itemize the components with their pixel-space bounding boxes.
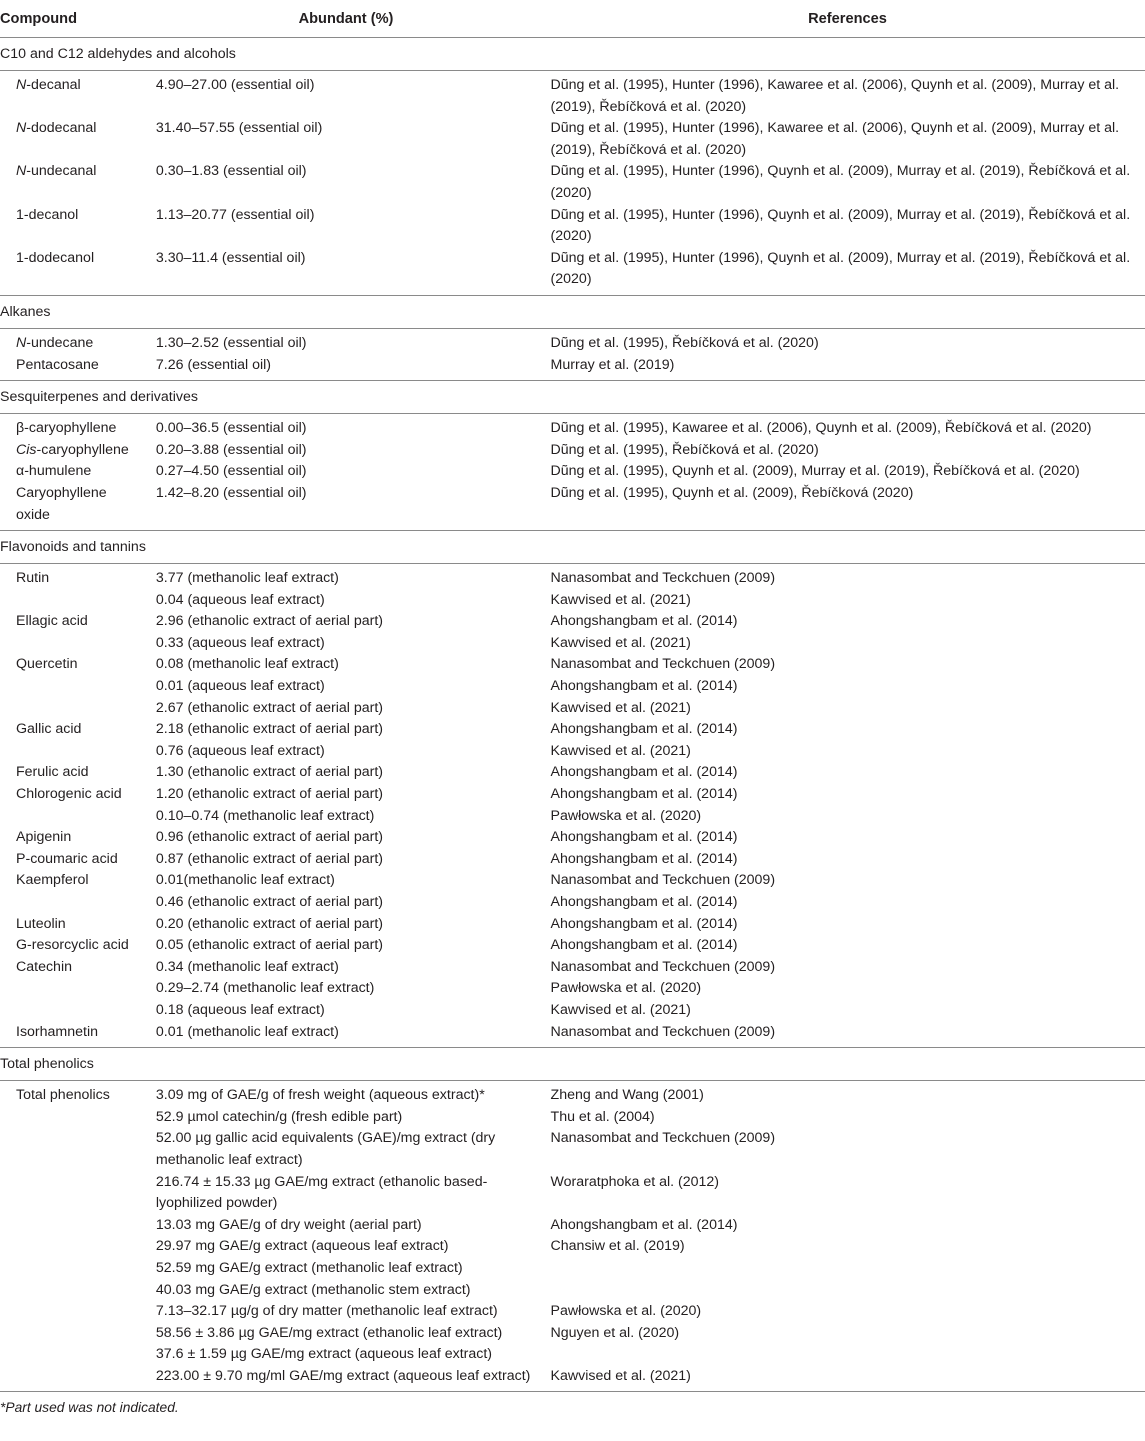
abundant-cell: 0.05 (ethanolic extract of aerial part) xyxy=(155,937,384,954)
section-body xyxy=(0,329,1145,380)
table-row xyxy=(0,205,1145,248)
compound-cell xyxy=(0,590,142,612)
references-cell: Nanasombat and Teckchuen (2009) xyxy=(550,1023,776,1040)
table-row xyxy=(0,418,1145,440)
compound-cell xyxy=(0,1344,142,1366)
abundant-cell: 2.18 (ethanolic extract of aerial part) xyxy=(155,721,384,738)
table-row xyxy=(0,1085,1145,1107)
compound-cell xyxy=(0,719,142,741)
abundant-cell: 0.87 (ethanolic extract of aerial part) xyxy=(155,850,384,867)
compound-cell xyxy=(0,741,142,763)
compound-cell xyxy=(0,75,142,118)
compound-cell xyxy=(0,1000,142,1022)
compound-cell xyxy=(0,654,142,676)
abundant-cell: 0.20–3.88 (essential oil) xyxy=(155,441,307,458)
compound-cell xyxy=(0,1215,142,1237)
references-cell: Dũng et al. (1995), Řebíčková et al. (2020) xyxy=(550,441,819,458)
abundant-cell: 0.34 (methanolic leaf extract) xyxy=(155,958,339,975)
abundant-cell: 7.13–32.17 µg/g of dry matter (methanolic leaf extract) xyxy=(155,1303,498,1320)
references-cell: Ahongshangbam et al. (2014) xyxy=(550,937,738,954)
references-cell: Kawvised et al. (2021) xyxy=(550,634,691,651)
references-cell: Nanasombat and Teckchuen (2009) xyxy=(550,958,776,975)
table-row xyxy=(0,161,1145,204)
table-row xyxy=(0,849,1145,871)
table-row xyxy=(0,1323,1145,1345)
references-cell: Woraratphoka et al. (2012) xyxy=(550,1173,720,1190)
compound-cell xyxy=(0,806,142,828)
references-cell: Kawvised et al. (2021) xyxy=(550,742,691,759)
compound-name: Chlorogenic acid xyxy=(16,786,122,803)
table-row xyxy=(0,1366,1145,1388)
references-cell: Ahongshangbam et al. (2014) xyxy=(550,721,738,738)
references-cell: Ahongshangbam et al. (2014) xyxy=(550,764,738,781)
compound-name: -undecane xyxy=(26,334,94,351)
header-abundant: Abundant (%) xyxy=(298,10,394,27)
references-cell: Murray et al. (2019) xyxy=(550,356,675,373)
footnote: *Part used was not indicated. xyxy=(0,1400,179,1416)
compound-name: α-humulene xyxy=(16,463,92,480)
references-cell: Zheng and Wang (2001) xyxy=(550,1087,704,1104)
references-cell: Dũng et al. (1995), Řebíčková et al. (2020) xyxy=(550,334,819,351)
table-row xyxy=(0,957,1145,979)
compound-name: Catechin xyxy=(16,958,72,975)
compound-cell xyxy=(0,118,142,161)
compound-name: P-coumaric acid xyxy=(16,850,118,867)
abundant-cell: 1.42–8.20 (essential oil) xyxy=(155,484,307,501)
references-cell: Dũng et al. (1995), Quynh et al. (2009), Murray et al. (2019), Řebíčková et al. (2020) xyxy=(550,463,1080,480)
compound-cell xyxy=(0,483,142,526)
abundant-cell: 0.10–0.74 (methanolic leaf extract) xyxy=(155,807,375,824)
abundant-cell: 0.29–2.74 (methanolic leaf extract) xyxy=(155,980,375,997)
compound-prefix: N xyxy=(16,163,27,180)
section-title: C10 and C12 aldehydes and alcohols xyxy=(0,46,236,62)
abundant-cell: 2.67 (ethanolic extract of aerial part) xyxy=(155,699,384,716)
section-body xyxy=(0,1081,1145,1391)
abundant-cell: 1.30 (ethanolic extract of aerial part) xyxy=(155,764,384,781)
references-cell: Nanasombat and Teckchuen (2009) xyxy=(550,872,776,889)
table-row xyxy=(0,440,1145,462)
table-row xyxy=(0,806,1145,828)
compound-name: Quercetin xyxy=(16,656,78,673)
compound-cell xyxy=(0,1128,142,1171)
abundant-cell: 0.00–36.5 (essential oil) xyxy=(155,420,307,437)
references-cell: Ahongshangbam et al. (2014) xyxy=(550,829,738,846)
references-cell: Dũng et al. (1995), Quynh et al. (2009), Řebíčková (2020) xyxy=(550,484,914,501)
table-row xyxy=(0,1301,1145,1323)
compound-cell xyxy=(0,762,142,784)
section-title: Total phenolics xyxy=(0,1056,94,1073)
compound-cell xyxy=(0,205,142,248)
compound-cell xyxy=(0,568,142,590)
abundant-cell: 0.30–1.83 (essential oil) xyxy=(155,163,307,180)
compound-name: Gallic acid xyxy=(16,721,82,738)
compound-name: 1-dodecanol xyxy=(16,249,95,266)
table-row xyxy=(0,1128,1145,1171)
compound-name: 1-decanol xyxy=(16,206,79,223)
references-cell xyxy=(551,1344,1145,1366)
header-references: References xyxy=(808,10,887,27)
compound-name: β-caryophyllene xyxy=(16,420,117,437)
table-row xyxy=(0,784,1145,806)
abundant-cell: 40.03 mg GAE/g extract (methanolic stem extract) xyxy=(155,1281,471,1298)
references-cell: Nguyen et al. (2020) xyxy=(550,1324,680,1341)
table-row xyxy=(0,1236,1145,1258)
compound-cell xyxy=(0,892,142,914)
references-cell: Dũng et al. (1995), Hunter (1996), Quynh et al. (2009), Murray et al. (2019), Řebíčková et al. (2020) xyxy=(550,249,1131,288)
references-cell: Chansiw et al. (2019) xyxy=(550,1238,685,1255)
table-row xyxy=(0,698,1145,720)
references-cell: Kawvised et al. (2021) xyxy=(550,1367,691,1384)
compound-name: G-resorcyclic acid xyxy=(16,937,129,954)
table-row xyxy=(0,914,1145,936)
table-row xyxy=(0,870,1145,892)
table-row xyxy=(0,590,1145,612)
table-row xyxy=(0,118,1145,161)
section-body xyxy=(0,414,1145,530)
references-cell xyxy=(551,1258,1145,1280)
compound-name: Apigenin xyxy=(16,829,72,846)
compound-name: Isorhamnetin xyxy=(16,1023,99,1040)
compound-cell xyxy=(0,611,142,633)
table-row xyxy=(0,935,1145,957)
table-row xyxy=(0,741,1145,763)
table-row xyxy=(0,827,1145,849)
references-cell: Ahongshangbam et al. (2014) xyxy=(550,850,738,867)
compound-prefix: N xyxy=(16,120,27,137)
abundant-cell: 52.00 µg gallic acid equivalents (GAE)/mg extract (dry methanolic leaf extract) xyxy=(155,1130,496,1168)
abundant-cell: 3.77 (methanolic leaf extract) xyxy=(155,570,339,587)
compound-cell xyxy=(0,1258,142,1280)
table-row xyxy=(0,1344,1145,1366)
compound-cell xyxy=(0,914,142,936)
abundant-cell: 52.59 mg GAE/g extract (methanolic leaf extract) xyxy=(155,1259,463,1276)
compound-name: Ellagic acid xyxy=(16,613,88,630)
abundant-cell: 1.20 (ethanolic extract of aerial part) xyxy=(155,786,384,803)
abundant-cell: 1.13–20.77 (essential oil) xyxy=(155,206,315,223)
references-cell: Dũng et al. (1995), Hunter (1996), Kawaree et al. (2006), Quynh et al. (2009), Murray et al. (2019), Řebíčková et al. (2020) xyxy=(550,120,1120,158)
section-body xyxy=(0,71,1145,295)
references-cell: Pawłowska et al. (2020) xyxy=(550,1303,702,1320)
abundant-cell: 0.96 (ethanolic extract of aerial part) xyxy=(155,829,384,846)
table-row xyxy=(0,75,1145,118)
compound-cell xyxy=(0,870,142,892)
references-cell: Pawłowska et al. (2020) xyxy=(550,980,702,997)
compound-cell xyxy=(0,698,142,720)
table-row xyxy=(0,333,1145,355)
references-cell: Nanasombat and Teckchuen (2009) xyxy=(550,1130,776,1147)
table-body xyxy=(0,38,1145,1392)
section-title: Flavonoids and tannins xyxy=(0,539,146,556)
compound-name: Kaempferol xyxy=(16,872,89,889)
compound-name: Luteolin xyxy=(16,915,66,932)
abundant-cell: 0.04 (aqueous leaf extract) xyxy=(155,591,325,608)
compound-name: Rutin xyxy=(16,570,50,587)
references-cell: Nanasombat and Teckchuen (2009) xyxy=(550,570,776,587)
table-row xyxy=(0,719,1145,741)
abundant-cell: 0.08 (methanolic leaf extract) xyxy=(155,656,339,673)
table-row xyxy=(0,654,1145,676)
compound-prefix: N xyxy=(16,334,27,351)
table-row xyxy=(0,355,1145,377)
compound-cell xyxy=(0,1107,142,1129)
abundant-cell: 1.30–2.52 (essential oil) xyxy=(155,334,307,351)
table-header xyxy=(0,0,1145,37)
abundant-cell: 31.40–57.55 (essential oil) xyxy=(155,120,323,137)
compound-name: Caryophyllene oxide xyxy=(16,484,107,523)
compound-cell xyxy=(0,633,142,655)
abundant-cell: 29.97 mg GAE/g extract (aqueous leaf extract) xyxy=(155,1238,449,1255)
abundant-cell: 0.20 (ethanolic extract of aerial part) xyxy=(155,915,384,932)
abundant-cell: 58.56 ± 3.86 µg GAE/mg extract (ethanolic leaf extract) xyxy=(155,1324,503,1341)
table-row xyxy=(0,762,1145,784)
abundant-cell: 0.33 (aqueous leaf extract) xyxy=(155,634,325,651)
references-cell: Pawłowska et al. (2020) xyxy=(550,807,702,824)
table-row xyxy=(0,1022,1145,1044)
compound-cell xyxy=(0,1085,142,1107)
abundant-cell: 223.00 ± 9.70 mg/ml GAE/mg extract (aqueous leaf extract) xyxy=(155,1367,531,1384)
abundant-cell: 2.96 (ethanolic extract of aerial part) xyxy=(155,613,384,630)
abundant-cell: 0.27–4.50 (essential oil) xyxy=(155,463,307,480)
table-row xyxy=(0,1215,1145,1237)
abundant-cell: 0.76 (aqueous leaf extract) xyxy=(155,742,325,759)
references-cell: Thu et al. (2004) xyxy=(550,1108,655,1125)
compound-cell xyxy=(0,1236,142,1258)
compound-prefix: Cis xyxy=(16,441,37,458)
abundant-cell: 216.74 ± 15.33 µg GAE/mg extract (ethanolic based-lyophilized powder) xyxy=(155,1173,488,1212)
table-row xyxy=(0,1280,1145,1302)
compound-cell xyxy=(0,1172,142,1215)
compound-cell xyxy=(0,418,142,440)
compound-prefix: N xyxy=(16,77,27,93)
table-row xyxy=(0,892,1145,914)
table-row xyxy=(0,1172,1145,1215)
compound-cell xyxy=(0,1323,142,1345)
abundant-cell: 0.01(methanolic leaf extract) xyxy=(155,872,335,889)
compound-cell xyxy=(0,676,142,698)
compound-cell xyxy=(0,440,142,462)
compound-cell xyxy=(0,957,142,979)
table-row xyxy=(0,676,1145,698)
abundant-cell: 3.30–11.4 (essential oil) xyxy=(155,249,306,266)
compound-cell xyxy=(0,333,142,355)
references-cell: Dũng et al. (1995), Kawaree et al. (2006), Quynh et al. (2009), Řebíčková et al. (2020) xyxy=(550,420,1092,437)
compound-cell xyxy=(0,248,142,291)
abundant-cell: 0.18 (aqueous leaf extract) xyxy=(155,1001,325,1018)
compound-cell xyxy=(0,784,142,806)
references-cell: Kawvised et al. (2021) xyxy=(550,699,691,716)
section-body xyxy=(0,564,1145,1047)
table-row xyxy=(0,248,1145,291)
references-cell: Kawvised et al. (2021) xyxy=(550,1001,691,1018)
references-cell: Ahongshangbam et al. (2014) xyxy=(550,613,738,630)
compound-cell xyxy=(0,827,142,849)
compound-name: -undecanal xyxy=(26,163,97,180)
abundant-cell: 37.6 ± 1.59 µg GAE/mg extract (aqueous leaf extract) xyxy=(155,1346,493,1363)
abundant-cell: 0.01 (aqueous leaf extract) xyxy=(155,678,325,695)
references-cell xyxy=(551,1280,1145,1302)
table-row xyxy=(0,1000,1145,1022)
compound-name: Pentacosane xyxy=(16,356,99,373)
table-row xyxy=(0,978,1145,1000)
section-title: Sesquiterpenes and derivatives xyxy=(0,389,198,406)
table-row xyxy=(0,633,1145,655)
compound-cell xyxy=(0,1022,142,1044)
table-row xyxy=(0,611,1145,633)
table-row xyxy=(0,461,1145,483)
compound-cell xyxy=(0,935,142,957)
header-compound: Compound xyxy=(0,10,78,27)
references-cell: Kawvised et al. (2021) xyxy=(550,591,691,608)
compound-cell xyxy=(0,461,142,483)
abundant-cell: 0.01 (methanolic leaf extract) xyxy=(155,1023,339,1040)
table-row xyxy=(0,1258,1145,1280)
compound-cell xyxy=(0,1301,142,1323)
references-cell: Ahongshangbam et al. (2014) xyxy=(550,678,738,695)
references-cell: Nanasombat and Teckchuen (2009) xyxy=(550,656,776,673)
table-row xyxy=(0,1107,1145,1129)
references-cell: Dũng et al. (1995), Hunter (1996), Kawaree et al. (2006), Quynh et al. (2009), Murray et al. (2019), Řebíčková et al. (2020) xyxy=(550,77,1120,115)
compound-cell xyxy=(0,1280,142,1302)
compound-name: -dodecanal xyxy=(26,120,97,137)
references-cell: Ahongshangbam et al. (2014) xyxy=(550,786,738,803)
abundant-cell: 52.9 µmol catechin/g (fresh edible part) xyxy=(155,1108,403,1125)
references-cell: Ahongshangbam et al. (2014) xyxy=(550,1216,738,1233)
references-cell: Ahongshangbam et al. (2014) xyxy=(550,894,738,910)
abundant-cell: 3.09 mg of GAE/g of fresh weight (aqueous extract)* xyxy=(155,1087,485,1104)
abundant-cell: 7.26 (essential oil) xyxy=(155,356,272,373)
abundant-cell: 4.90–27.00 (essential oil) xyxy=(155,77,315,93)
table-row xyxy=(0,568,1145,590)
compound-cell xyxy=(0,355,142,377)
compound-cell xyxy=(0,978,142,1000)
references-cell: Dũng et al. (1995), Hunter (1996), Quynh et al. (2009), Murray et al. (2019), Řebíčková et al. (2020) xyxy=(550,163,1131,201)
compound-name: Ferulic acid xyxy=(16,764,89,781)
abundant-cell: 13.03 mg GAE/g of dry weight (aerial part) xyxy=(155,1216,422,1233)
references-cell: Ahongshangbam et al. (2014) xyxy=(550,915,738,932)
references-cell: Dũng et al. (1995), Hunter (1996), Quynh et al. (2009), Murray et al. (2019), Řebíčková et al. (2020) xyxy=(550,206,1131,245)
compound-cell xyxy=(0,1366,142,1388)
compound-cell xyxy=(0,161,142,204)
compound-name: -decanal xyxy=(26,77,81,93)
section-title: Alkanes xyxy=(0,303,51,320)
table-row xyxy=(0,483,1145,526)
compound-name: -caryophyllene xyxy=(36,441,129,458)
abundant-cell: 0.46 (ethanolic extract of aerial part) xyxy=(155,894,384,910)
compound-name: Total phenolics xyxy=(16,1087,110,1104)
compound-cell xyxy=(0,849,142,871)
